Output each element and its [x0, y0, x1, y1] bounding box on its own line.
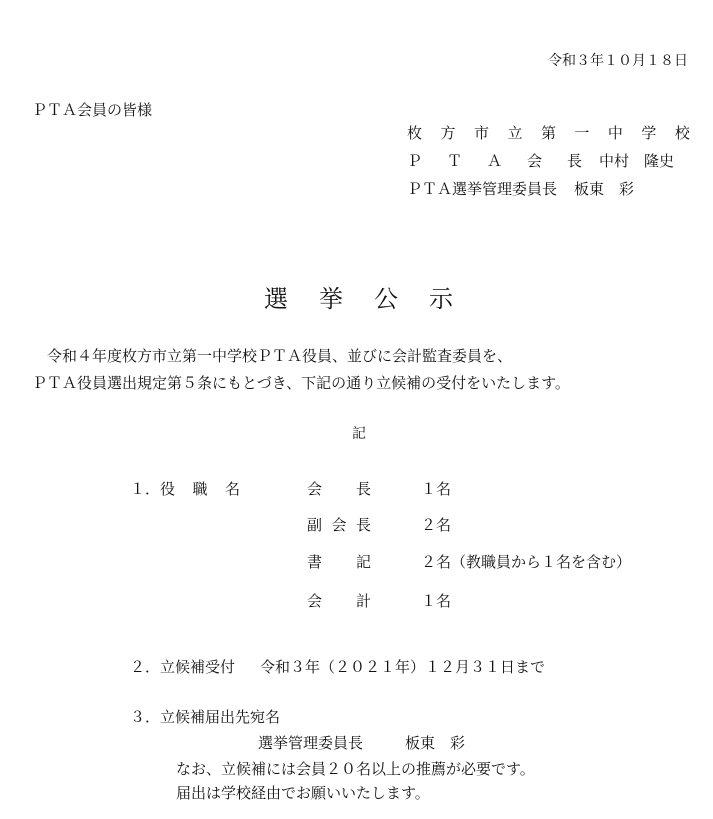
- sender-char: 校: [674, 123, 690, 142]
- sender-char: 方: [440, 123, 456, 142]
- role-char: 記: [355, 553, 371, 571]
- item1-label-char: 名: [224, 480, 240, 498]
- role-char: 長: [355, 480, 371, 498]
- sender-block: [407, 118, 690, 202]
- sender-char: 一: [574, 123, 590, 142]
- item1-label-char: 職: [192, 480, 208, 498]
- president-given-name: 隆史: [644, 151, 675, 170]
- sender-char: 中: [607, 123, 623, 142]
- title-char: 挙: [319, 285, 344, 313]
- role-count-secretary: ２名（教職員から１名を含む）: [421, 553, 632, 571]
- sender-election-chair: [407, 174, 690, 202]
- role-char: 副: [307, 516, 323, 534]
- election-chair-given-name: 彩: [619, 179, 635, 198]
- role-char: 書: [307, 553, 323, 571]
- title-char: 示: [429, 285, 454, 313]
- role-char: 長: [355, 516, 371, 534]
- role-char: 会: [331, 516, 347, 534]
- sender-school: [407, 118, 690, 146]
- role-name-president: [307, 478, 371, 499]
- item2-value: 令和３年（２０２１年）１２月３１日まで: [260, 658, 546, 676]
- note-line-1: なお、立候補には会員２０名以上の推薦が必要です。: [176, 760, 535, 778]
- title-char: 選: [264, 285, 289, 313]
- item1-label-char: 役: [160, 480, 176, 498]
- ki-mark: 記: [352, 426, 366, 442]
- intro-line-1: 令和４年度枚方市立第一中学校ＰＴＡ役員、並びに会計監査委員を、: [47, 347, 513, 365]
- item1-label: [160, 478, 240, 499]
- role-count-president: １名: [421, 480, 452, 498]
- sender-char: Ｔ: [446, 151, 462, 170]
- item2-number: ２．: [130, 658, 161, 676]
- addressee-name: 板東 彩: [405, 734, 466, 752]
- sender-char: 会: [526, 151, 542, 170]
- president-surname: 中村: [599, 151, 630, 170]
- role-name-treasurer: [307, 590, 371, 611]
- title-char: 公: [374, 285, 399, 313]
- item3-label: 立候補届出先宛名: [160, 708, 281, 726]
- sender-char: 枚: [407, 123, 423, 142]
- sender-pta-president: [407, 146, 690, 174]
- role-char: 計: [355, 592, 371, 610]
- sender-char: Ｐ: [407, 151, 423, 170]
- sender-char: 立: [507, 123, 523, 142]
- document-date: 令和３年１０月１８日: [548, 53, 688, 69]
- item2-label: 立候補受付: [160, 658, 236, 676]
- sender-char: 第: [540, 123, 556, 142]
- sender-char: 学: [641, 123, 657, 142]
- role-name-secretary: [307, 551, 371, 572]
- intro-line-2: ＰＴＡ役員選出規定第５条にもとづき、下記の通り立候補の受付をいたします。: [32, 374, 570, 392]
- notice-title: [264, 279, 454, 314]
- election-chair-surname: 板東: [574, 179, 605, 198]
- recipient-line: ＰＴＡ会員の皆様: [32, 101, 153, 119]
- role-count-treasurer: １名: [421, 592, 452, 610]
- sender-char: 長: [566, 151, 582, 170]
- sender-char: Ａ: [486, 151, 502, 170]
- item1-number: １．: [130, 480, 161, 498]
- role-char: 会: [307, 480, 323, 498]
- role-name-vice-president: [307, 514, 371, 535]
- item3-number: ３．: [130, 708, 161, 726]
- note-line-2: 届出は学校経由でお願いいたします。: [176, 784, 430, 802]
- role-count-vice-president: ２名: [421, 516, 452, 534]
- election-chair-title: ＰＴＡ選挙管理委員長: [407, 179, 558, 198]
- addressee-title: 選挙管理委員長: [258, 734, 364, 752]
- role-char: 会: [307, 592, 323, 610]
- sender-char: 市: [473, 123, 489, 142]
